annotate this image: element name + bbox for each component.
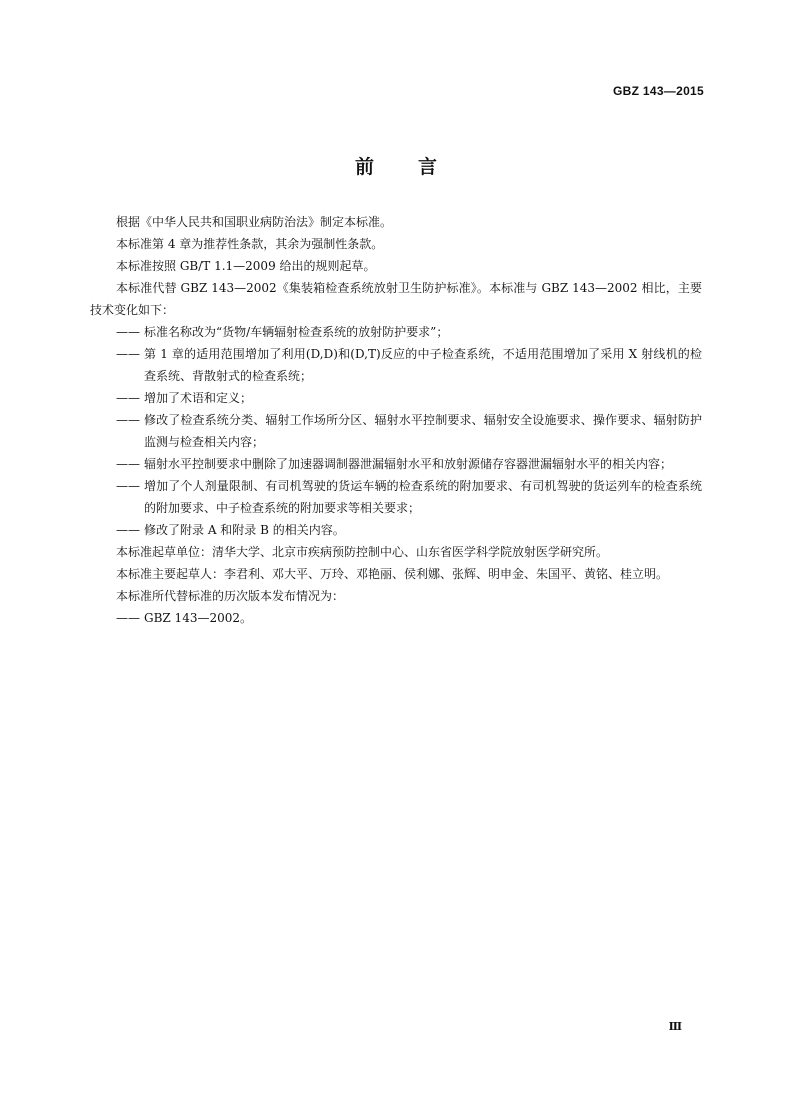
- list-item: [90, 475, 702, 519]
- paragraph-law-basis: 根据《中华人民共和国职业病防治法》制定本标准。: [116, 215, 393, 229]
- list-dash: ——: [116, 325, 140, 339]
- title-char-1: 前: [354, 156, 374, 178]
- paragraph-replacement: 本标准代替 GBZ 143—2002《集装箱检查系统放射卫生防护标准》。本标准与 GBZ 143—2002 相比，主要技术变化如下：: [90, 281, 702, 317]
- list-dash: ——: [116, 391, 140, 405]
- list-item-text: 增加了个人剂量限制、有司机驾驶的货运车辆的检查系统的附加要求、有司机驾驶的货运列车的检查系统的附加要求、中子检查系统的附加要求等相关要求；: [144, 479, 702, 515]
- list-item-text: 修改了附录 A 和附录 B 的相关内容。: [144, 523, 345, 537]
- list-dash: ——: [116, 523, 140, 537]
- list-dash: ——: [116, 479, 140, 493]
- list-dash: ——: [116, 413, 140, 427]
- paragraph-drafting-rules: 本标准按照 GB/T 1.1—2009 给出的规则起草。: [116, 259, 376, 273]
- standard-code-header: GBZ 143—2015: [613, 84, 704, 98]
- list-item-text: 增加了术语和定义；: [144, 391, 253, 405]
- list-item: [90, 453, 702, 475]
- document-body: [90, 211, 702, 629]
- history-item: [90, 607, 702, 629]
- list-item: [90, 387, 702, 409]
- list-item-text: 标准名称改为“货物/车辆辐射检查系统的放射防护要求”；: [144, 325, 449, 339]
- list-item-text: 修改了检查系统分类、辐射工作场所分区、辐射水平控制要求、辐射安全设施要求、操作要求、辐射防护监测与检查相关内容；: [144, 413, 702, 449]
- list-item: [90, 409, 702, 453]
- list-item-text: 第 1 章的适用范围增加了利用(D,D)和(D,T)反应的中子检查系统，不适用范围增加了采用 X 射线机的检查系统、背散射式的检查系统；: [144, 347, 702, 383]
- page-title: [0, 152, 792, 179]
- list-dash: ——: [116, 457, 140, 471]
- history-item-text: GBZ 143—2002。: [144, 611, 253, 625]
- list-dash: ——: [116, 611, 140, 625]
- paragraph-drafters: 本标准主要起草人：李君利、邓大平、万玲、邓艳丽、侯利娜、张辉、明申金、朱国平、黄铭、桂立明。: [116, 567, 669, 581]
- paragraph-clause-type: 本标准第 4 章为推荐性条款，其余为强制性条款。: [116, 237, 384, 251]
- list-item: [90, 321, 702, 343]
- page-number: Ⅲ: [668, 1020, 682, 1033]
- list-dash: ——: [116, 347, 140, 361]
- paragraph-drafting-units: 本标准起草单位：清华大学、北京市疾病预防控制中心、山东省医学科学院放射医学研究所。: [116, 545, 609, 559]
- list-item: [90, 343, 702, 387]
- paragraph-version-history: 本标准所代替标准的历次版本发布情况为：: [116, 589, 345, 603]
- title-char-2: 言: [418, 156, 438, 178]
- list-item: [90, 519, 702, 541]
- list-item-text: 辐射水平控制要求中删除了加速器调制器泄漏辐射水平和放射源储存容器泄漏辐射水平的相关内容；: [144, 457, 673, 471]
